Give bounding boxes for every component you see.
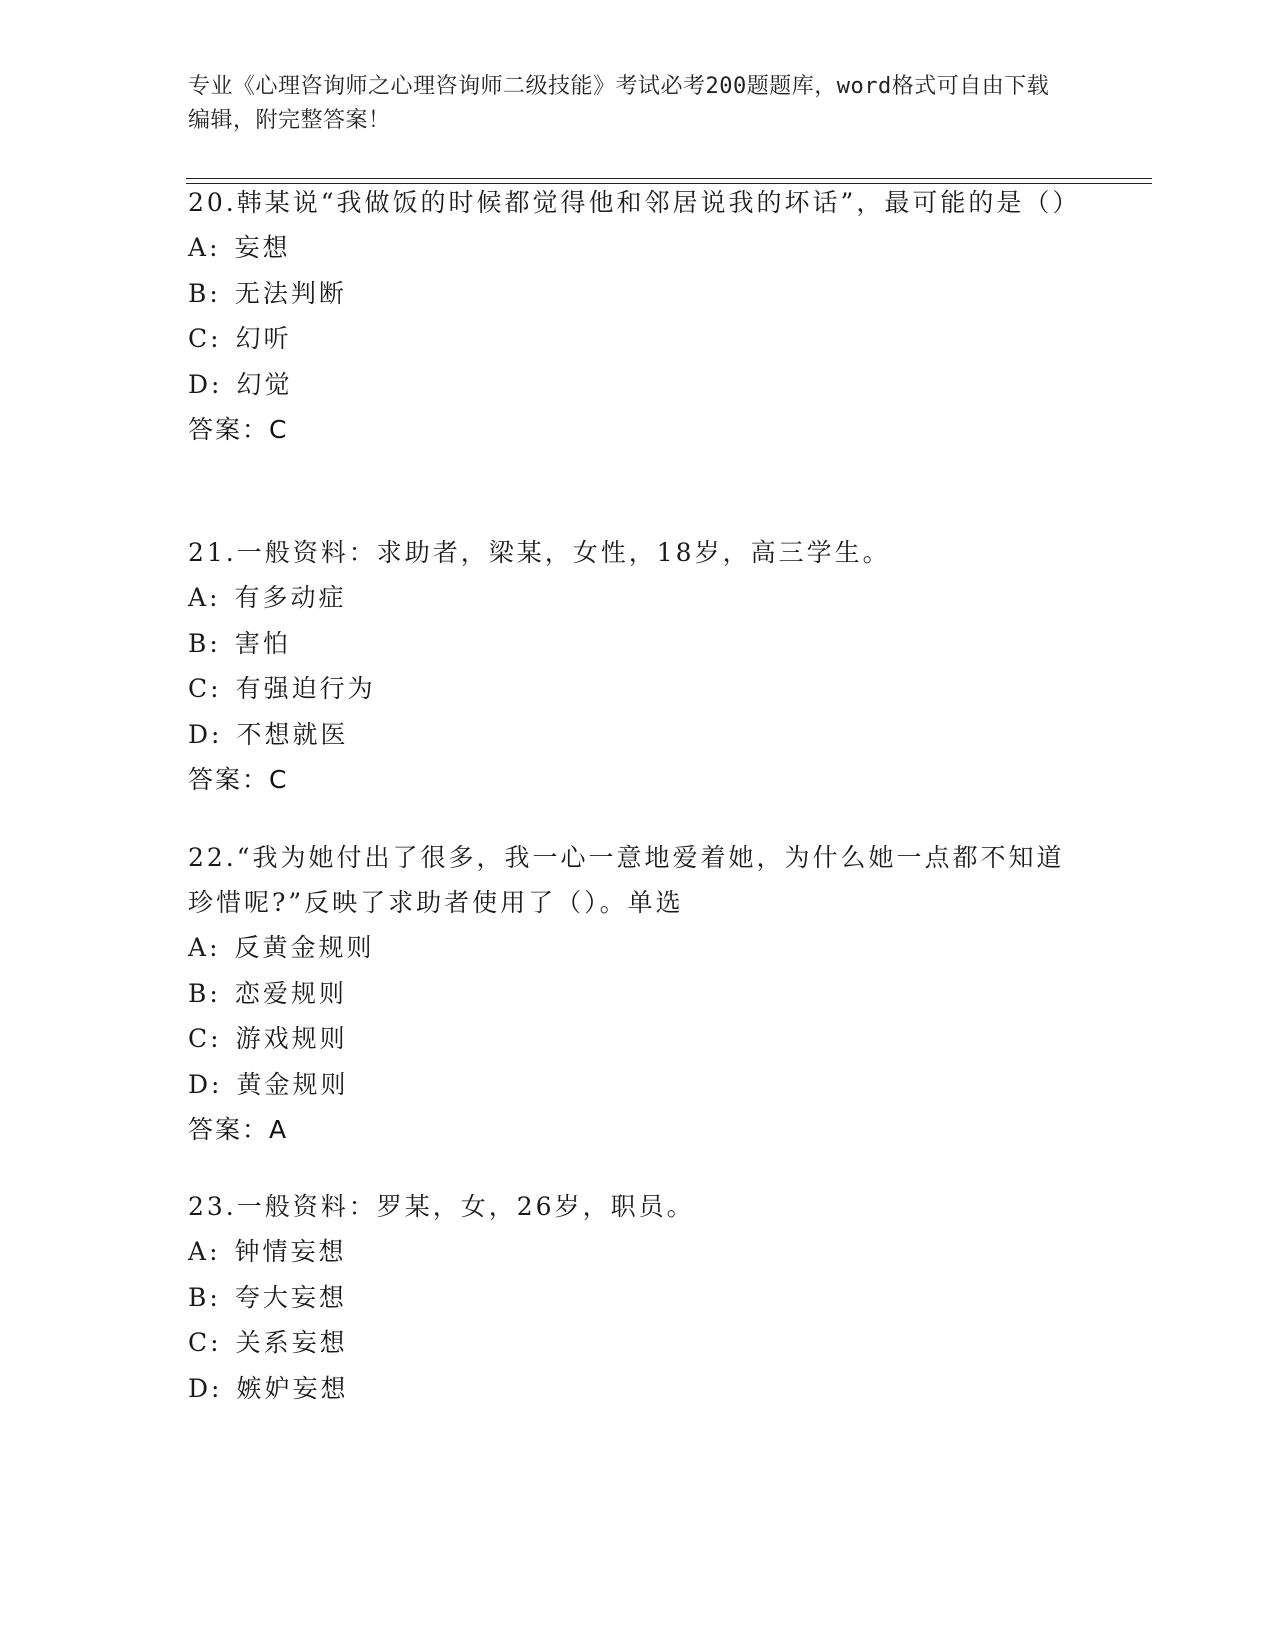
option-separator: : [209, 933, 221, 962]
option-separator: : [209, 978, 221, 1008]
option-c [188, 1320, 1088, 1366]
question-22 [188, 835, 1088, 1152]
option-letter: B [188, 628, 210, 658]
option-b [188, 621, 1088, 667]
option-separator: : [209, 1237, 221, 1266]
option-separator: : [209, 278, 221, 308]
option-separator: : [211, 1069, 223, 1099]
question-20 [188, 180, 1088, 452]
option-letter: C [188, 324, 211, 353]
option-text: 钟情妄想 [234, 1237, 347, 1266]
option-letter: A [188, 1237, 210, 1266]
option-d [188, 712, 1088, 758]
option-text: 害怕 [234, 628, 291, 658]
option-letter: A [188, 233, 210, 262]
option-b [188, 971, 1088, 1017]
option-c [188, 1016, 1088, 1062]
option-a [188, 575, 1088, 621]
option-text: 有强迫行为 [235, 674, 376, 703]
option-letter: B [188, 278, 210, 308]
option-d [188, 362, 1088, 408]
option-text: 幻听 [235, 324, 292, 353]
option-letter: C [188, 1024, 211, 1053]
option-b [188, 1275, 1088, 1321]
option-text: 反黄金规则 [234, 933, 375, 962]
option-letter: C [188, 1328, 211, 1357]
option-letter: A [188, 933, 210, 962]
option-text: 不想就医 [236, 719, 349, 749]
option-separator: : [209, 583, 221, 612]
option-separator: : [209, 233, 221, 262]
option-letter: D [188, 719, 212, 749]
option-letter: B [188, 978, 210, 1008]
option-text: 黄金规则 [236, 1069, 349, 1099]
option-separator: : [210, 674, 222, 703]
option-separator: : [210, 1328, 222, 1357]
option-separator: : [211, 369, 223, 399]
option-text: 恋爱规则 [234, 978, 347, 1008]
question-stem: 20.韩某说“我做饭的时候都觉得他和邻居说我的坏话”，最可能的是（） [188, 188, 1081, 217]
option-text: 夸大妄想 [234, 1282, 347, 1312]
question-stem: 23.一般资料：罗某，女，26岁，职员。 [188, 1192, 695, 1221]
option-letter: D [188, 1069, 212, 1099]
option-b [188, 271, 1088, 317]
option-text: 关系妄想 [235, 1328, 348, 1357]
answer-line: 答案：C [188, 765, 289, 794]
question-21 [188, 530, 1088, 802]
option-a [188, 225, 1088, 271]
header-divider-top [186, 178, 1152, 179]
option-separator: : [211, 719, 223, 749]
option-separator: : [209, 628, 221, 658]
option-d [188, 1366, 1088, 1412]
option-letter: B [188, 1282, 210, 1312]
option-separator: : [209, 1282, 221, 1312]
option-separator: : [210, 1024, 222, 1053]
option-letter: D [188, 369, 212, 399]
option-d [188, 1062, 1088, 1108]
option-c [188, 666, 1088, 712]
document-intro: 专业《心理咨询师之心理咨询师二级技能》考试必考200题题库，word格式可自由下载编辑，附完整答案！ [188, 74, 1050, 133]
option-separator: : [211, 1373, 223, 1403]
answer-line: 答案：C [188, 415, 289, 444]
question-stem: 21.一般资料：求助者，梁某，女性，18岁，高三学生。 [188, 538, 891, 567]
option-separator: : [210, 324, 222, 353]
option-text: 有多动症 [234, 583, 347, 612]
question-stem: 22.“我为她付出了很多，我一心一意地爱着她，为什么她一点都不知道珍惜呢?”反映了求助者使用了（）。单选 [188, 843, 1065, 917]
option-a [188, 1229, 1088, 1275]
option-text: 无法判断 [234, 278, 347, 308]
option-letter: A [188, 583, 210, 612]
option-letter: C [188, 674, 211, 703]
option-text: 嫉妒妄想 [236, 1373, 349, 1403]
option-text: 游戏规则 [235, 1024, 348, 1053]
option-c [188, 316, 1088, 362]
answer-line: 答案：A [188, 1115, 289, 1144]
question-23 [188, 1184, 1088, 1411]
option-text: 妄想 [234, 233, 291, 262]
option-a [188, 925, 1088, 971]
option-letter: D [188, 1373, 212, 1403]
option-text: 幻觉 [236, 369, 293, 399]
